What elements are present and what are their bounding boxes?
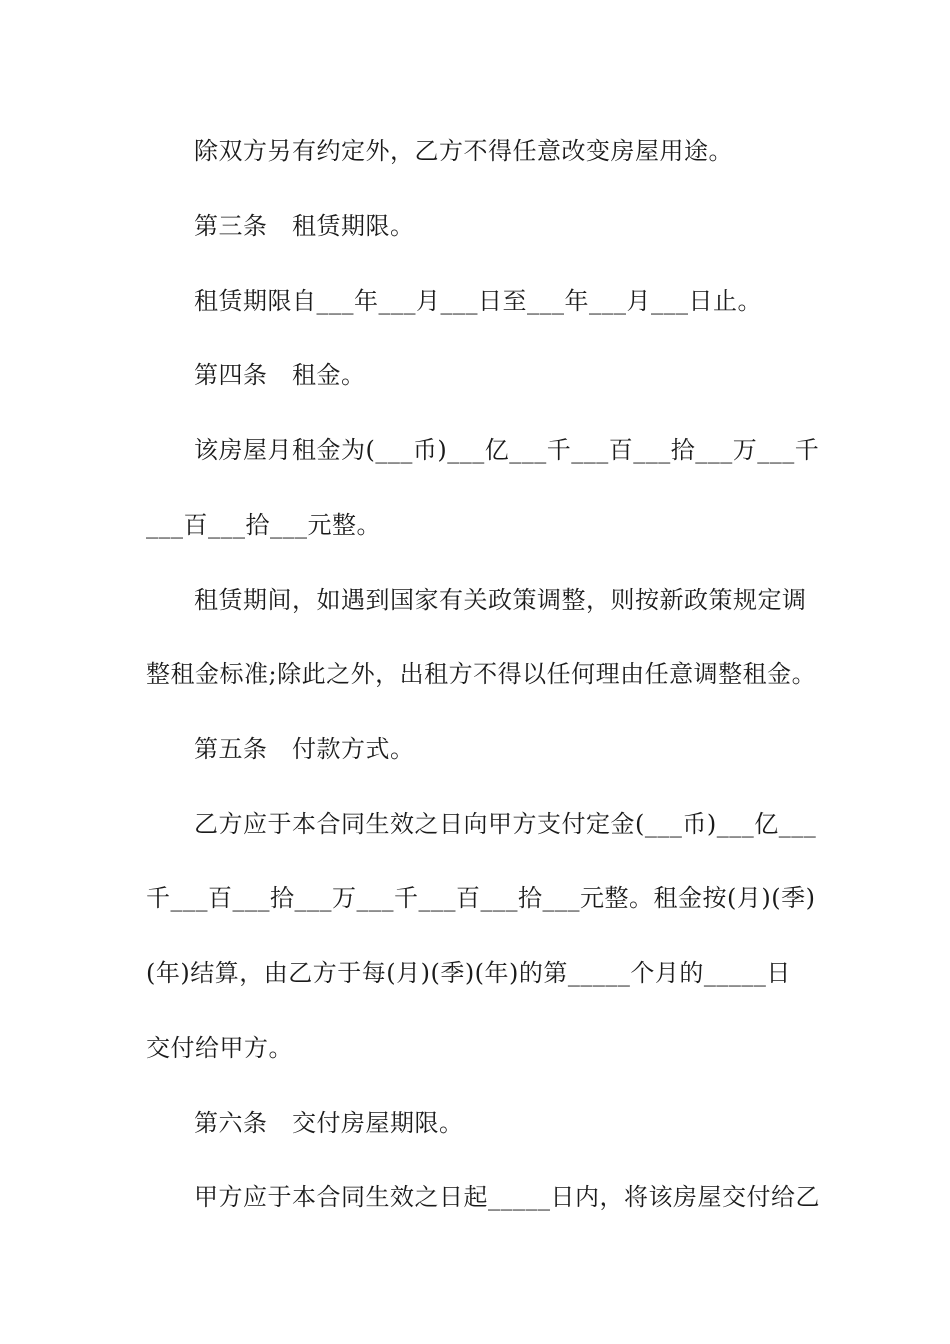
paragraph-rent-adjustment-line2: 整租金标准;除此之外，出租方不得以任何理由任意调整租金。 (146, 660, 817, 688)
article-4-heading: 第四条 租金。 (194, 361, 366, 389)
article-6-heading: 第六条 交付房屋期限。 (194, 1109, 464, 1137)
paragraph-monthly-rent-line2: ___百___拾___元整。 (146, 511, 381, 539)
paragraph-deposit-line1: 乙方应于本合同生效之日向甲方支付定金(___币)___亿___ (194, 810, 817, 838)
article-3-heading: 第三条 租赁期限。 (194, 212, 415, 240)
article-5-heading: 第五条 付款方式。 (194, 735, 415, 763)
paragraph-monthly-rent-line1: 该房屋月租金为(___币)___亿___千___百___拾___万___千 (194, 436, 820, 464)
paragraph-deposit-line3: (年)结算，由乙方于每(月)(季)(年)的第_____个月的_____日 (146, 959, 791, 987)
paragraph-lease-term: 租赁期限自___年___月___日至___年___月___日止。 (194, 287, 762, 315)
paragraph-rent-adjustment-line1: 租赁期间，如遇到国家有关政策调整，则按新政策规定调 (194, 586, 807, 614)
paragraph-usage-restriction: 除双方另有约定外，乙方不得任意改变房屋用途。 (194, 137, 733, 165)
paragraph-delivery-term: 甲方应于本合同生效之日起_____日内，将该房屋交付给乙 (194, 1183, 820, 1211)
paragraph-deposit-line4: 交付给甲方。 (146, 1034, 293, 1062)
paragraph-deposit-line2: 千___百___拾___万___千___百___拾___元整。租金按(月)(季) (146, 884, 816, 912)
